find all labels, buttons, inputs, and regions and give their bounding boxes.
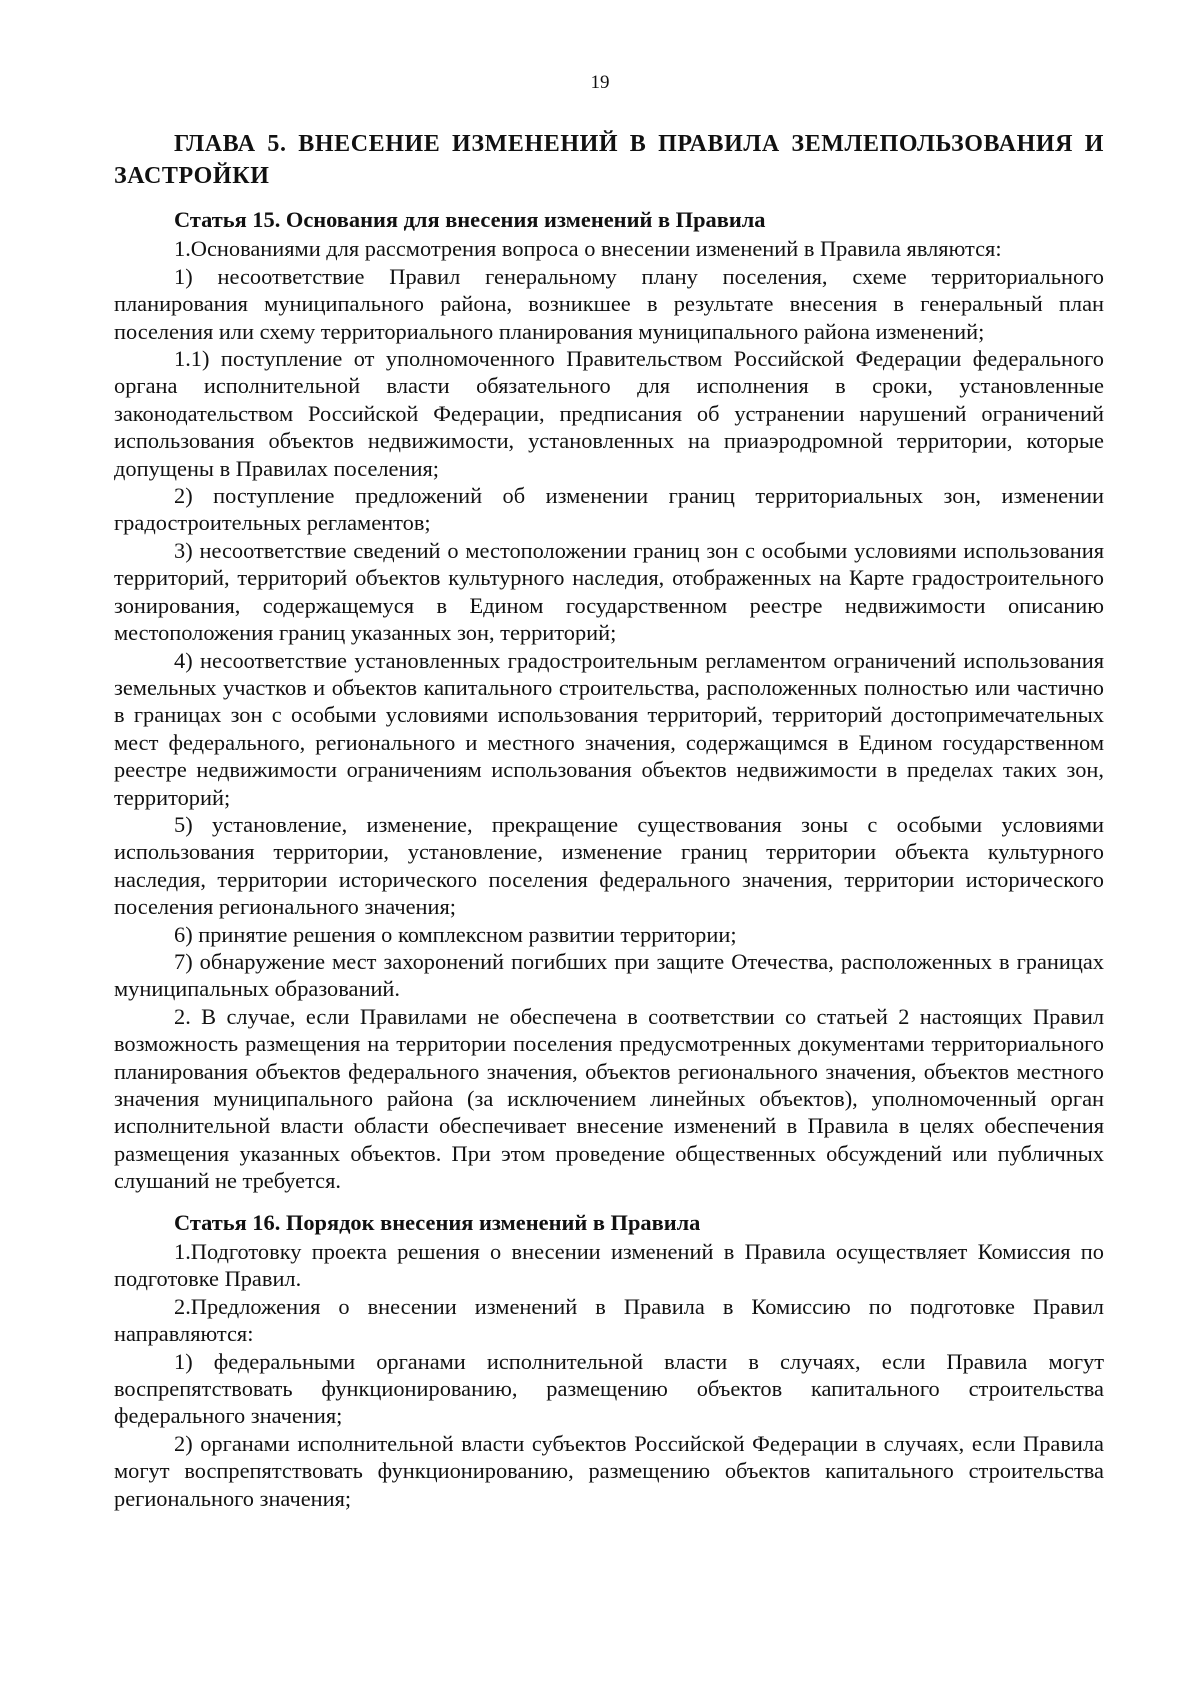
article-15-paragraph: 2) поступление предложений об изменении границ территориальных зон, изменении градостроительных регламентов; <box>114 483 1104 536</box>
article-15-paragraph: 2. В случае, если Правилами не обеспечена в соответствии со статьей 2 настоящих Правил возможность размещения на территории поселения предусмотренных документами территориального планирования объектов федерального значения, объектов регионального значения, объектов местного значения муниципального района (за исключением линейных объектов), уполномоченный орган исполнительной власти области обеспечивает внесение изменений в Правила в целях обеспечения размещения указанных объектов. При этом проведение общественных обсуждений или публичных слушаний не требуется. <box>114 1003 1104 1194</box>
article-15 <box>114 206 1104 1195</box>
article-16-paragraph: 1) федеральными органами исполнительной власти в случаях, если Правила могут воспрепятствовать функционированию, размещению объектов капитального строительства федерального значения; <box>114 1348 1104 1429</box>
article-16 <box>114 1209 1104 1512</box>
article-15-paragraph: 6) принятие решения о комплексном развитии территории; <box>174 921 737 947</box>
article-15-paragraph: 1.1) поступление от уполномоченного Правительством Российской Федерации федерального органа исполнительной власти обязательного для исполнения в сроки, установленные законодательством Российской Федерации, предписания об устранении нарушений ограничений использования объектов недвижимости, установленных на приаэродромной территории, которые допущены в Правилах поселения; <box>114 346 1104 481</box>
section-spacer <box>114 1195 1104 1209</box>
page-number: 19 <box>590 72 610 93</box>
article-15-title: Статья 15. Основания для внесения изменений в Правила <box>174 207 766 232</box>
article-16-paragraph: 2.Предложения о внесении изменений в Правила в Комиссию по подготовке Правил направляются: <box>114 1293 1104 1347</box>
article-15-paragraph: 4) несоответствие установленных градостроительным регламентом ограничений использования земельных участков и объектов капитального строительства, расположенных полностью или частично в границах зон с особыми условиями использования территорий, территорий достопримечательных мест федерального, регионального и местного значения, содержащимся в Едином государственном реестре недвижимости ограничениям использования объектов недвижимости в пределах таких зон, территорий; <box>114 647 1104 810</box>
article-15-paragraph: 5) установление, изменение, прекращение существования зоны с особыми условиями использования территории, установление, изменение границ территории объекта культурного наследия, территории исторического поселения федерального значения, территории исторического поселения регионального значения; <box>114 811 1104 920</box>
article-15-paragraph: 1) несоответствие Правил генеральному плану поселения, схеме территориального планирования муниципального района, возникшее в результате внесения в генеральный план поселения или схему территориального планирования муниципального района изменений; <box>114 263 1104 344</box>
article-16-paragraph: 1.Подготовку проекта решения о внесении изменений в Правила осуществляет Комиссия по подготовке Правил. <box>114 1239 1104 1292</box>
article-15-paragraph: 3) несоответствие сведений о местоположении границ зон с особыми условиями использования территорий, территорий объектов культурного наследия, отображенных на Карте градостроительного зонирования, содержащемуся в Едином государственном реестре недвижимости описанию местоположения границ указанных зон, территорий; <box>114 537 1104 646</box>
article-16-paragraph: 2) органами исполнительной власти субъектов Российской Федерации в случаях, если Правила могут воспрепятствовать функционированию, размещению объектов капитального строительства регионального значения; <box>114 1430 1104 1511</box>
article-16-title: Статья 16. Порядок внесения изменений в Правила <box>174 1209 701 1235</box>
chapter-title: ГЛАВА 5. ВНЕСЕНИЕ ИЗМЕНЕНИЙ В ПРАВИЛА ЗЕМЛЕПОЛЬЗОВАНИЯ И ЗАСТРОЙКИ <box>114 131 1104 189</box>
page-content <box>114 128 1104 1512</box>
article-15-paragraph: 7) обнаружение мест захоронений погибших при защите Отечества, расположенных в границах муниципальных образований. <box>114 948 1104 1002</box>
article-15-paragraph: 1.Основаниями для рассмотрения вопроса о внесении изменений в Правила являются: <box>174 236 1002 262</box>
